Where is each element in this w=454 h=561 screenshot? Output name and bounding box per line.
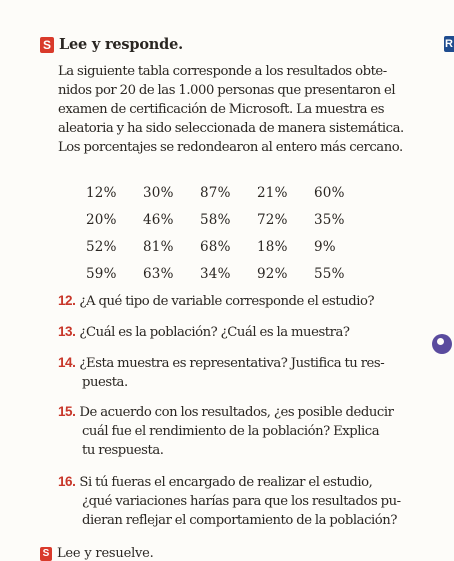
table-cell: 72% <box>257 211 288 228</box>
question-number: 16. <box>58 474 76 489</box>
question-number: 15. <box>58 404 76 419</box>
activity-icon <box>432 334 452 354</box>
question-16 <box>58 472 438 530</box>
table-cell: 63% <box>143 265 174 282</box>
table-cell: 59% <box>86 265 117 282</box>
table-cell: 46% <box>143 211 174 228</box>
question-14 <box>58 353 438 392</box>
section-title: Lee y resuelve. <box>57 546 154 561</box>
section-badge: S <box>40 37 54 53</box>
table-row <box>86 179 371 206</box>
intro-line: aleatoria y ha sido seleccionada de manera sistemática. <box>58 121 404 136</box>
table-cell: 55% <box>314 265 345 282</box>
intro-line: Los porcentajes se redondearon al entero más cercano. <box>58 140 403 155</box>
intro-line: examen de certificación de Microsoft. La muestra es <box>58 102 385 117</box>
table-row <box>86 206 371 233</box>
question-number: 13. <box>58 324 76 339</box>
question-text: Si tú fueras el encargado de realizar el estudio, <box>79 475 373 490</box>
section-header <box>40 36 183 53</box>
table-cell: 52% <box>86 238 117 255</box>
question-text: De acuerdo con los resultados, ¿es posible deducir <box>79 405 394 420</box>
question-text-continued: dieran reflejar el comportamiento de la población? <box>82 513 397 528</box>
table-cell: 68% <box>200 238 231 255</box>
table-row <box>86 233 371 260</box>
intro-line: nidos por 20 de las 1.000 personas que presentaron el <box>58 83 396 98</box>
question-text: ¿Cuál es la población? ¿Cuál es la muestra? <box>79 325 350 340</box>
question-text-continued: puesta. <box>82 375 128 390</box>
table-cell: 9% <box>314 238 336 255</box>
table-cell: 20% <box>86 211 117 228</box>
table-cell: 21% <box>257 184 288 201</box>
question-text: ¿Esta muestra es representativa? Justifica tu res- <box>79 356 385 371</box>
table-cell: 18% <box>257 238 288 255</box>
intro-paragraph <box>58 62 438 157</box>
table-row <box>86 260 371 287</box>
intro-line: La siguiente tabla corresponde a los resultados obte- <box>58 64 387 79</box>
question-number: 14. <box>58 355 76 370</box>
section-badge: S <box>40 547 52 561</box>
side-tab: R <box>445 38 453 50</box>
section-title: Lee y responde. <box>59 36 183 53</box>
question-number: 12. <box>58 293 76 308</box>
question-text-continued: cuál fue el rendimiento de la población? Explica <box>82 424 380 439</box>
table-cell: 35% <box>314 211 345 228</box>
question-13 <box>58 322 438 342</box>
question-text-continued: tu respuesta. <box>82 443 164 458</box>
table-cell: 12% <box>86 184 117 201</box>
question-text-continued: ¿qué variaciones harías para que los resultados pu- <box>82 494 401 509</box>
table-cell: 81% <box>143 238 174 255</box>
question-15 <box>58 402 438 460</box>
table-cell: 30% <box>143 184 174 201</box>
table-cell: 58% <box>200 211 231 228</box>
percentages-table <box>86 179 371 287</box>
table-cell: 34% <box>200 265 231 282</box>
table-cell: 92% <box>257 265 288 282</box>
table-cell: 60% <box>314 184 345 201</box>
table-cell: 87% <box>200 184 231 201</box>
question-text: ¿A qué tipo de variable corresponde el estudio? <box>79 294 375 309</box>
question-12 <box>58 291 438 311</box>
